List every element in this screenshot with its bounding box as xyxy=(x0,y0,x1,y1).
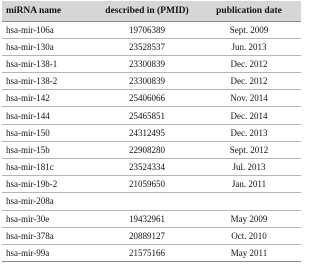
pmid-cell: 25465851 xyxy=(97,107,197,124)
publication-date-cell: Oct. 2010 xyxy=(197,227,301,244)
pmid-cell: 22908280 xyxy=(97,141,197,158)
publication-date-cell: Dec. 2012 xyxy=(197,55,301,72)
publication-date-cell xyxy=(197,193,301,210)
publication-date-cell: Sept. 2012 xyxy=(197,141,301,158)
pmid-cell: 23528537 xyxy=(97,38,197,55)
mirna-name-cell: hsa-mir-130a xyxy=(2,38,97,55)
mirna-name-cell: hsa-mir-181c xyxy=(2,159,97,176)
publication-date-cell: Dec. 2013 xyxy=(197,124,301,141)
table-header-row xyxy=(2,1,301,21)
table-row xyxy=(2,124,301,141)
pmid-cell: 24312495 xyxy=(97,124,197,141)
table-row xyxy=(2,38,301,55)
mirna-name-cell: hsa-mir-15b xyxy=(2,141,97,158)
publication-date-cell: Nov. 2014 xyxy=(197,90,301,107)
table-row xyxy=(2,21,301,38)
pmid-cell: 19706389 xyxy=(97,21,197,38)
mirna-name-cell: hsa-mir-150 xyxy=(2,124,97,141)
mirna-name-cell: hsa-mir-144 xyxy=(2,107,97,124)
table-row xyxy=(2,227,301,244)
mirna-name-cell: hsa-mir-30e xyxy=(2,210,97,227)
table-row xyxy=(2,107,301,124)
publication-date-cell: Jan. 2011 xyxy=(197,176,301,193)
column-header-mirna-name: miRNA name xyxy=(2,1,97,21)
table-row xyxy=(2,141,301,158)
pmid-cell xyxy=(97,193,197,210)
mirna-name-cell: hsa-mir-106a xyxy=(2,21,97,38)
mirna-name-cell: hsa-mir-99a xyxy=(2,244,97,261)
publication-date-cell: May 2009 xyxy=(197,210,301,227)
table-row xyxy=(2,90,301,107)
mirna-table-container xyxy=(2,1,301,262)
mirna-name-cell: hsa-mir-378a xyxy=(2,227,97,244)
publication-date-cell: Dec. 2012 xyxy=(197,73,301,90)
pmid-cell: 23300839 xyxy=(97,55,197,72)
mirna-name-cell: hsa-mir-208a xyxy=(2,193,97,210)
mirna-name-cell: hsa-mir-19b-2 xyxy=(2,176,97,193)
column-header-publication-date: publication date xyxy=(197,1,301,21)
mirna-name-cell: hsa-mir-138-1 xyxy=(2,55,97,72)
mirna-name-cell: hsa-mir-142 xyxy=(2,90,97,107)
pmid-cell: 23300839 xyxy=(97,73,197,90)
table-row xyxy=(2,176,301,193)
pmid-cell: 23524334 xyxy=(97,159,197,176)
publication-date-cell: Sept. 2009 xyxy=(197,21,301,38)
table-row xyxy=(2,73,301,90)
table-row xyxy=(2,210,301,227)
publication-date-cell: Dec. 2014 xyxy=(197,107,301,124)
publication-date-cell: May 2011 xyxy=(197,244,301,261)
pmid-cell: 20889127 xyxy=(97,227,197,244)
table-row xyxy=(2,244,301,261)
column-header-pmid: described in (PMID) xyxy=(97,1,197,21)
table-body xyxy=(2,21,301,262)
mirna-name-cell: hsa-mir-138-2 xyxy=(2,73,97,90)
pmid-cell: 25406066 xyxy=(97,90,197,107)
table-row xyxy=(2,159,301,176)
pmid-cell: 21575166 xyxy=(97,244,197,261)
pmid-cell: 19432961 xyxy=(97,210,197,227)
table-row xyxy=(2,55,301,72)
pmid-cell: 21059650 xyxy=(97,176,197,193)
publication-date-cell: Jun. 2013 xyxy=(197,38,301,55)
publication-date-cell: Jul. 2013 xyxy=(197,159,301,176)
mirna-table xyxy=(2,1,301,262)
table-row xyxy=(2,193,301,210)
